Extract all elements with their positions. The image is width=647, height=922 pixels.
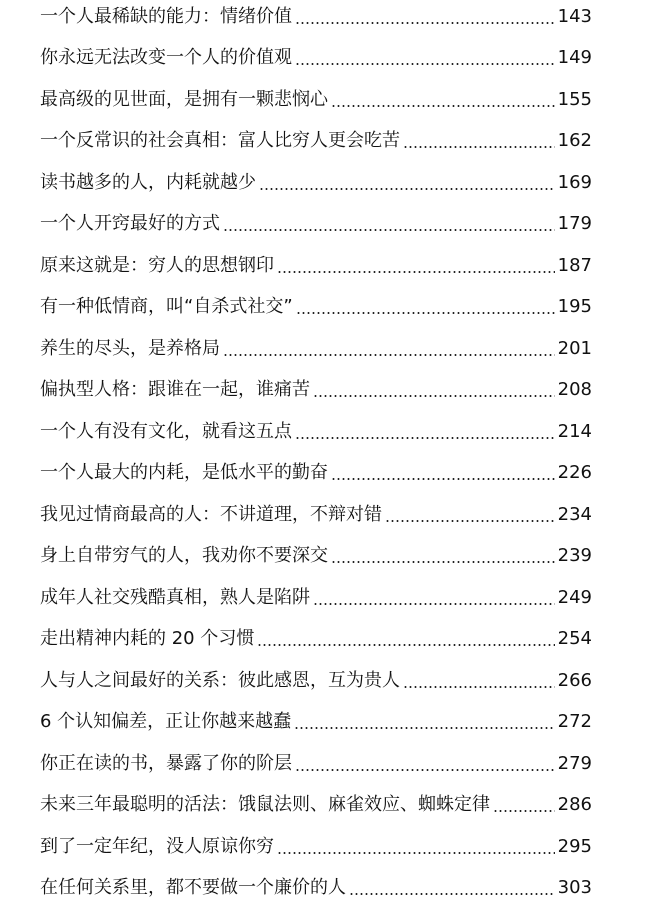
- dot-leader: [277, 271, 555, 273]
- toc-entry-page: 214: [557, 421, 592, 442]
- dot-leader: [313, 603, 555, 605]
- toc-entry[interactable]: [40, 43, 592, 73]
- toc-entry[interactable]: [40, 790, 592, 820]
- toc-entry-page: 279: [557, 753, 592, 774]
- dot-leader: [295, 437, 555, 439]
- toc-entry[interactable]: [40, 417, 592, 447]
- toc-entry-title: 一个人有没有文化，就看这五点: [40, 421, 292, 442]
- toc-entry-page: 149: [557, 47, 592, 68]
- toc-entry[interactable]: [40, 85, 592, 115]
- toc-entry-page: 254: [557, 628, 592, 649]
- toc-entry[interactable]: [40, 375, 592, 405]
- toc-entry-page: 179: [557, 213, 592, 234]
- toc-entry-title: 一个人最大的内耗，是低水平的勤奋: [40, 462, 328, 483]
- dot-leader: [259, 188, 555, 190]
- toc-entry-title: 在任何关系里，都不要做一个廉价的人: [40, 877, 346, 898]
- dot-leader: [331, 105, 555, 107]
- dot-leader: [296, 312, 555, 314]
- toc-entry-page: 295: [557, 836, 592, 857]
- toc-entry-title: 到了一定年纪，没人原谅你穷: [40, 836, 274, 857]
- toc-entry[interactable]: [40, 583, 592, 613]
- dot-leader: [223, 229, 555, 231]
- toc-entry-title: 有一种低情商，叫“自杀式社交”: [40, 296, 293, 317]
- toc-entry-page: 249: [557, 587, 592, 608]
- toc-entry-title: 你正在读的书，暴露了你的阶层: [40, 753, 292, 774]
- dot-leader: [331, 478, 555, 480]
- toc-entry-page: 226: [557, 462, 592, 483]
- toc-entry[interactable]: [40, 292, 592, 322]
- toc-entry-page: 195: [557, 296, 592, 317]
- toc-entry[interactable]: [40, 832, 592, 862]
- toc-entry-page: 162: [557, 130, 592, 151]
- toc-entry-title: 未来三年最聪明的活法：饿鼠法则、麻雀效应、蜘蛛定律: [40, 794, 490, 815]
- toc-entry-title: 身上自带穷气的人，我劝你不要深交: [40, 545, 328, 566]
- toc-entry[interactable]: [40, 707, 592, 737]
- toc-entry-title: 6 个认知偏差，正让你越来越蠢: [40, 711, 292, 732]
- dot-leader: [385, 520, 555, 522]
- dot-leader: [257, 644, 554, 646]
- dot-leader: [331, 561, 555, 563]
- toc-entry-title: 原来这就是：穷人的思想钢印: [40, 255, 274, 276]
- toc-entry-title: 养生的尽头，是养格局: [40, 338, 220, 359]
- dot-leader: [403, 146, 555, 148]
- dot-leader: [403, 686, 555, 688]
- toc-entry[interactable]: [40, 541, 592, 571]
- toc-entry-page: 187: [557, 255, 592, 276]
- toc-entry-title: 读书越多的人，内耗就越少: [40, 172, 256, 193]
- dot-leader: [493, 810, 555, 812]
- toc-entry[interactable]: [40, 209, 592, 239]
- dot-leader: [294, 727, 554, 729]
- dot-leader: [313, 395, 555, 397]
- toc-entry[interactable]: [40, 2, 592, 32]
- toc-entry-title: 最高级的见世面，是拥有一颗悲悯心: [40, 89, 328, 110]
- toc-entry-page: 208: [557, 379, 592, 400]
- dot-leader: [349, 893, 555, 895]
- toc-entry[interactable]: [40, 334, 592, 364]
- toc-entry[interactable]: [40, 873, 592, 903]
- toc-entry-page: 266: [557, 670, 592, 691]
- toc-entry-title: 一个人最稀缺的能力：情绪价值: [40, 6, 292, 27]
- toc-entry-title: 走出精神内耗的 20 个习惯: [40, 628, 255, 649]
- toc-entry[interactable]: [40, 126, 592, 156]
- toc-entry-page: 143: [557, 6, 592, 27]
- toc-entry[interactable]: [40, 168, 592, 198]
- toc-entry-page: 272: [557, 711, 592, 732]
- dot-leader: [295, 22, 555, 24]
- dot-leader: [295, 63, 555, 65]
- dot-leader: [277, 852, 555, 854]
- toc-entry[interactable]: [40, 251, 592, 281]
- toc-entry-page: 239: [557, 545, 592, 566]
- toc-entry-title: 一个人开窍最好的方式: [40, 213, 220, 234]
- toc-entry-page: 234: [557, 504, 592, 525]
- toc-entry[interactable]: [40, 624, 592, 654]
- toc-entry[interactable]: [40, 666, 592, 696]
- toc-entry[interactable]: [40, 749, 592, 779]
- toc-entry-title: 成年人社交残酷真相，熟人是陷阱: [40, 587, 310, 608]
- toc-entry-title: 一个反常识的社会真相：富人比穷人更会吃苦: [40, 130, 400, 151]
- toc-entry-page: 303: [557, 877, 592, 898]
- toc-entry-page: 155: [557, 89, 592, 110]
- dot-leader: [223, 354, 555, 356]
- dot-leader: [295, 769, 555, 771]
- toc-entry-page: 286: [557, 794, 592, 815]
- toc-entry-title: 我见过情商最高的人：不讲道理，不辩对错: [40, 504, 382, 525]
- toc-entry[interactable]: [40, 458, 592, 488]
- toc-entry[interactable]: [40, 500, 592, 530]
- toc-entry-title: 偏执型人格：跟谁在一起，谁痛苦: [40, 379, 310, 400]
- toc-entry-title: 人与人之间最好的关系：彼此感恩，互为贵人: [40, 670, 400, 691]
- toc-entry-page: 169: [557, 172, 592, 193]
- toc-entry-page: 201: [557, 338, 592, 359]
- toc-entry-title: 你永远无法改变一个人的价值观: [40, 47, 292, 68]
